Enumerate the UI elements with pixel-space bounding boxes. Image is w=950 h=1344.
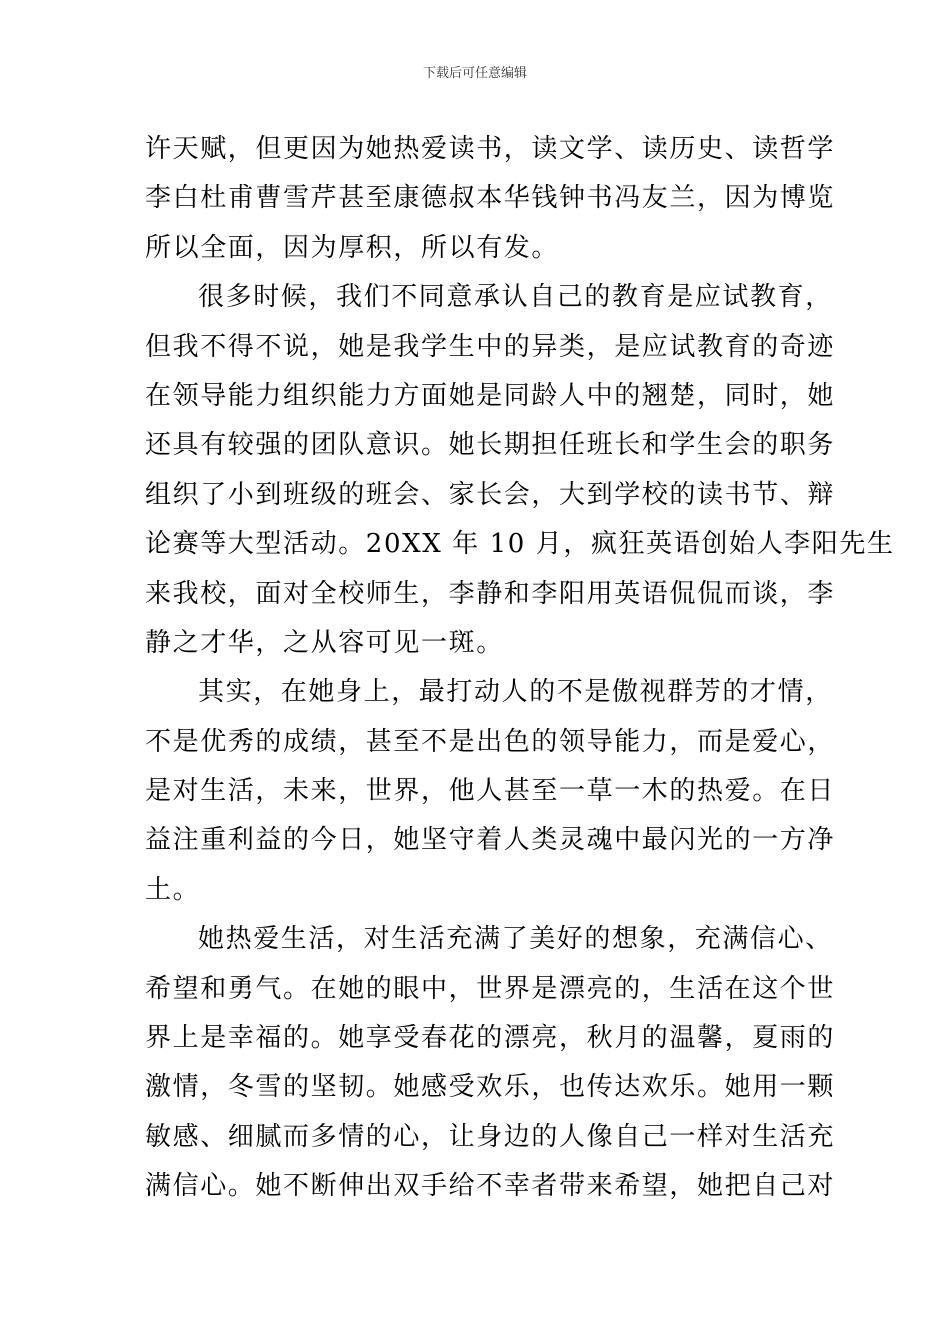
text-line: 激情，冬雪的坚韧。她感受欢乐，也传达欢乐。她用一颗: [145, 1072, 836, 1103]
text-line: 希望和勇气。在她的眼中，世界是漂亮的，生活在这个世: [145, 973, 836, 1004]
text-line: 组织了小到班级的班会、家长会，大到学校的读书节、辩: [145, 479, 836, 510]
text-line: 很多时候，我们不同意承认自己的教育是应试教育，: [198, 282, 833, 313]
text-line: 敏感、细腻而多情的心，让身边的人像自己一样对生活充: [145, 1121, 836, 1152]
text-line: 许天赋，但更因为她热爱读书，读文学、读历史、读哲学: [145, 134, 836, 164]
text-line: 来我校，面对全校师生，李静和李阳用英语侃侃而谈，李: [145, 578, 836, 609]
text-line: 不是优秀的成绩，甚至不是出色的领导能力，而是爱心，: [145, 726, 836, 757]
text-line: 她热爱生活，对生活充满了美好的想象，充满信心、: [198, 924, 833, 955]
text-line: 满信心。她不断伸出双手给不幸者带来希望，她把自己对: [145, 1171, 836, 1202]
body-text: [145, 125, 895, 1212]
text-line: 益注重利益的今日，她坚守着人类灵魂中最闪光的一方净: [145, 825, 836, 856]
header-note: 下载后可任意编辑: [422, 66, 527, 81]
text-line: 其实，在她身上，最打动人的不是傲视群芳的才情，: [198, 677, 833, 708]
text-line: 在领导能力组织能力方面她是同龄人中的翘楚，同时，她: [145, 380, 836, 411]
text-line: 界上是幸福的。她享受春花的漂亮，秋月的温馨，夏雨的: [145, 1023, 836, 1054]
text-line: 还具有较强的团队意识。她长期担任班长和学生会的职务: [145, 430, 836, 461]
text-line: 论赛等大型活动。20XX 年 10 月，疯狂英语创始人李阳先生: [145, 529, 895, 560]
text-line: 但我不得不说，她是我学生中的异类，是应试教育的奇迹: [145, 331, 836, 362]
text-line: 李白杜甫曹雪芹甚至康德叔本华钱钟书冯友兰，因为博览: [145, 183, 836, 214]
text-line: 静之才华，之从容可见一斑。: [145, 627, 504, 658]
text-line: 所以全面，因为厚积，所以有发。: [145, 232, 560, 263]
text-line: 是对生活，未来，世界，他人甚至一草一木的热爱。在日: [145, 776, 836, 807]
text-line: 土。: [145, 874, 201, 905]
